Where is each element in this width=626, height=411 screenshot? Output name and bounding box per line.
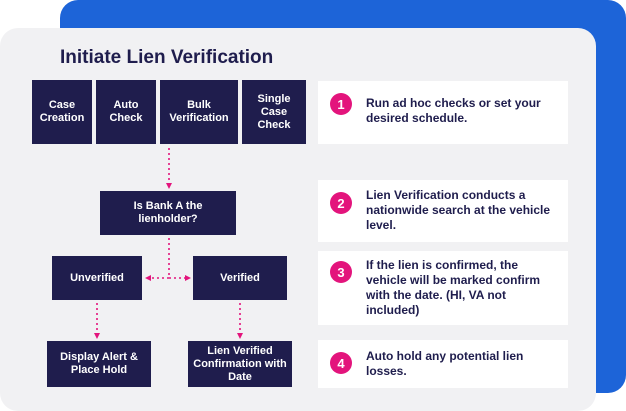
step-1-text: Run ad hoc checks or set your desired schedule. — [366, 96, 541, 125]
step-2-text: Lien Verification conducts a nationwide search at the vehicle level. — [366, 188, 551, 232]
step-4-number: 4 — [330, 352, 352, 374]
unverified-label: Unverified — [70, 271, 124, 284]
auto-check-label: Auto Check — [109, 99, 143, 124]
display-alert-label: Display Alert & Place Hold — [60, 351, 138, 376]
case-creation-label: Case Creation — [39, 99, 85, 124]
single-case-check-label: Single Case Check — [257, 92, 291, 131]
verified-label: Verified — [220, 271, 260, 284]
page-title: Initiate Lien Verification — [60, 47, 274, 68]
step-2-number: 2 — [330, 192, 352, 214]
step-3-number: 3 — [330, 261, 352, 283]
step-4-text: Auto hold any potential lien losses. — [366, 349, 524, 378]
step-1-number: 1 — [330, 93, 352, 115]
step-4-panel — [318, 340, 568, 388]
step-3-text: If the lien is confirmed, the vehicle will be marked confirm with the date. (HI, VA not included) — [366, 258, 541, 317]
decision-label: Is Bank A the lienholder? — [133, 200, 203, 225]
step-1-panel — [318, 81, 568, 144]
step-2-panel — [318, 180, 568, 242]
bulk-verification-label: Bulk Verification — [169, 99, 229, 124]
confirmation-label: Lien Verified Confirmation with Date — [193, 344, 287, 383]
step-3-panel — [318, 251, 568, 325]
